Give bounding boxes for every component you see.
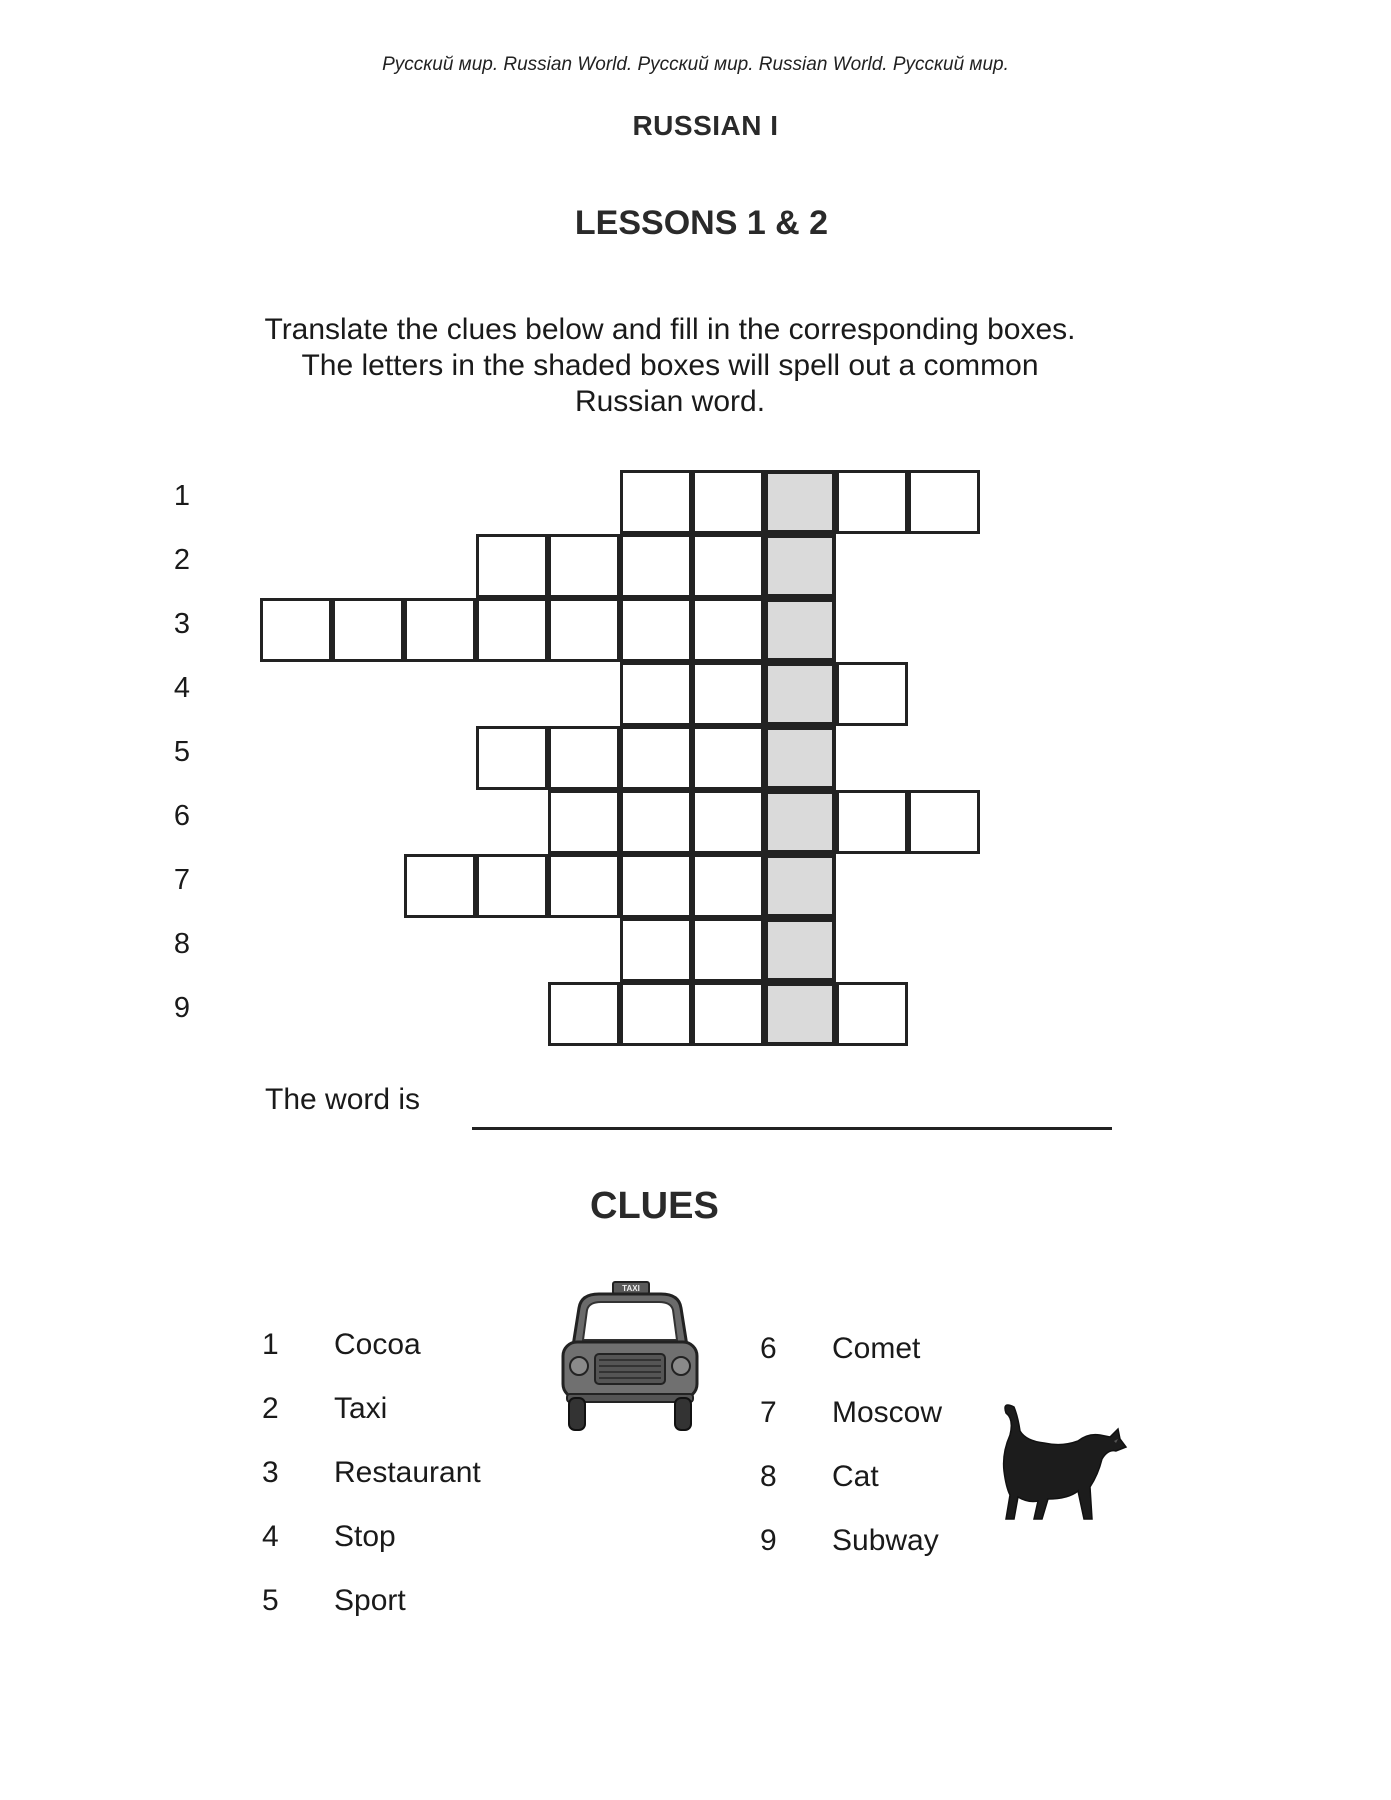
crossword-cell[interactable]	[692, 534, 764, 598]
crossword-cell-shaded[interactable]	[764, 918, 836, 982]
crossword-cell[interactable]	[548, 534, 620, 598]
clue-word: Restaurant	[334, 1456, 481, 1489]
crossword-cell[interactable]	[548, 598, 620, 662]
row-number-6: 6	[173, 800, 190, 832]
crossword-cell[interactable]	[404, 854, 476, 918]
crossword-cell[interactable]	[836, 982, 908, 1046]
instructions-line: Russian word.	[574, 385, 766, 418]
crossword-cell-shaded[interactable]	[764, 662, 836, 726]
clue-number: 4	[262, 1520, 279, 1553]
crossword-cell-shaded[interactable]	[764, 790, 836, 854]
clue-word: Sport	[334, 1584, 406, 1617]
clues-title: CLUES	[590, 1185, 719, 1227]
crossword-cell[interactable]	[620, 854, 692, 918]
clue-word: Comet	[832, 1332, 921, 1365]
instructions-line: The letters in the shaded boxes will spell out a common	[301, 349, 1039, 382]
answer-label: The word is	[265, 1083, 421, 1116]
crossword-cell[interactable]	[836, 790, 908, 854]
crossword-cell[interactable]	[548, 790, 620, 854]
clue-number: 2	[262, 1392, 279, 1425]
instructions	[220, 312, 1120, 420]
row-number-5: 5	[173, 736, 190, 768]
crossword-cell[interactable]	[620, 918, 692, 982]
row-number-8: 8	[173, 928, 190, 960]
crossword-cell[interactable]	[692, 854, 764, 918]
crossword-cell[interactable]	[692, 726, 764, 790]
cat-icon	[980, 1395, 1130, 1530]
page-header-banner: Русский мир. Russian World. Русский мир. Russian World. Русский мир.	[382, 54, 1009, 75]
taxi-sign-text: TAXI	[622, 1284, 640, 1293]
clue-word: Moscow	[832, 1396, 943, 1429]
lessons-title: LESSONS 1 & 2	[574, 204, 829, 242]
crossword-cell[interactable]	[404, 598, 476, 662]
crossword-cell[interactable]	[476, 598, 548, 662]
clue-word: Cat	[832, 1460, 879, 1493]
crossword-cell[interactable]	[692, 598, 764, 662]
course-title: RUSSIAN I	[632, 110, 779, 141]
crossword-cell[interactable]	[332, 598, 404, 662]
clue-number: 1	[262, 1328, 279, 1361]
clue-number: 5	[262, 1584, 279, 1617]
clue-word: Cocoa	[334, 1328, 421, 1361]
crossword-cell[interactable]	[548, 854, 620, 918]
crossword-cell[interactable]	[620, 982, 692, 1046]
instructions-line: Translate the clues below and fill in the corresponding boxes.	[264, 313, 1076, 346]
crossword-cell-shaded[interactable]	[764, 854, 836, 918]
row-number-7: 7	[173, 864, 190, 896]
crossword-cell[interactable]	[836, 662, 908, 726]
clue-word: Subway	[832, 1524, 939, 1557]
crossword-cell-shaded[interactable]	[764, 726, 836, 790]
clue-word: Stop	[334, 1520, 396, 1553]
crossword-cell[interactable]	[620, 470, 692, 534]
clue-number: 3	[262, 1456, 279, 1489]
crossword-cell[interactable]	[620, 534, 692, 598]
crossword-cell[interactable]	[548, 982, 620, 1046]
crossword-cell-shaded[interactable]	[764, 598, 836, 662]
crossword-cell[interactable]	[836, 470, 908, 534]
clue-number: 6	[760, 1332, 777, 1365]
crossword-cell-shaded[interactable]	[764, 534, 836, 598]
crossword-cell[interactable]	[620, 790, 692, 854]
crossword-cell[interactable]	[260, 598, 332, 662]
crossword-cell[interactable]	[908, 470, 980, 534]
clue-number: 7	[760, 1396, 777, 1429]
crossword-cell-shaded[interactable]	[764, 982, 836, 1046]
taxi-icon	[555, 1280, 705, 1445]
crossword-cell[interactable]	[620, 726, 692, 790]
crossword-cell[interactable]	[620, 662, 692, 726]
row-number-4: 4	[173, 672, 190, 704]
crossword-cell[interactable]	[476, 854, 548, 918]
crossword-cell[interactable]	[692, 918, 764, 982]
crossword-cell[interactable]	[692, 790, 764, 854]
row-number-9: 9	[173, 992, 190, 1024]
crossword-cell[interactable]	[548, 726, 620, 790]
crossword-cell[interactable]	[692, 982, 764, 1046]
row-number-2: 2	[173, 544, 190, 576]
crossword-cell[interactable]	[476, 534, 548, 598]
clue-word: Taxi	[334, 1392, 388, 1425]
crossword-cell[interactable]	[692, 662, 764, 726]
row-number-1: 1	[173, 480, 190, 512]
clue-number: 8	[760, 1460, 777, 1493]
crossword-cell-shaded[interactable]	[764, 470, 836, 534]
answer-line[interactable]	[472, 1127, 1112, 1130]
row-number-3: 3	[173, 608, 190, 640]
crossword-cell[interactable]	[692, 470, 764, 534]
crossword-cell[interactable]	[620, 598, 692, 662]
crossword-cell[interactable]	[476, 726, 548, 790]
crossword-cell[interactable]	[908, 790, 980, 854]
clue-number: 9	[760, 1524, 777, 1557]
